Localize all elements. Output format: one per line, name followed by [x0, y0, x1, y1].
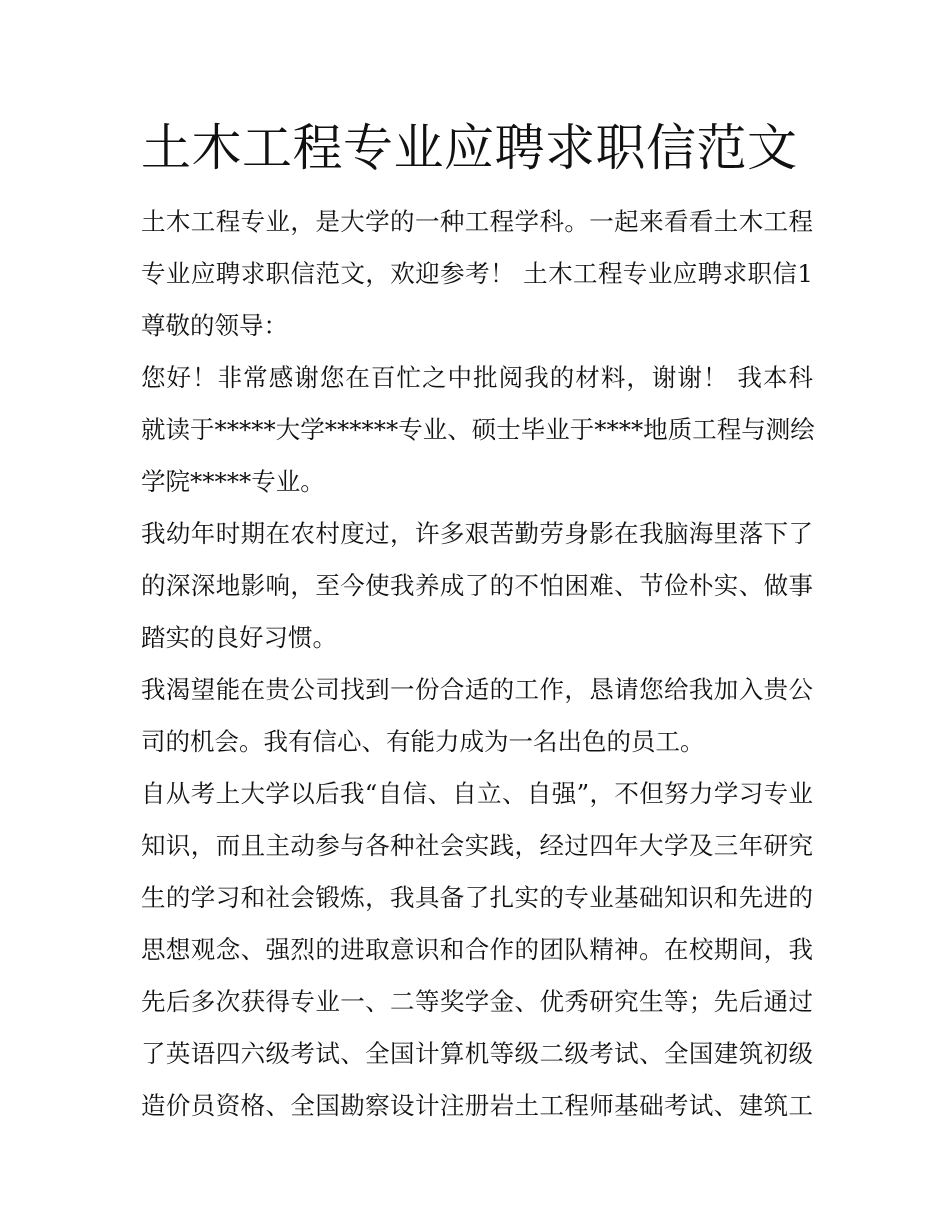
body-line: 就读于*****大学******专业、硕士毕业于****地质工程与测绘 [141, 415, 815, 444]
document-body [141, 196, 813, 1132]
body-line: 我渴望能在贵公司找到一份合适的工作，恳请您给我加入贵公 [141, 675, 813, 704]
document-title: 土木工程专业应聘求职信范文 [141, 119, 798, 177]
body-line: 司的机会。我有信心、有能力成为一名出色的员工。 [141, 727, 705, 756]
body-line: 知识，而且主动参与各种社会实践，经过四年大学及三年研究 [141, 831, 813, 860]
body-line: 思想观念、强烈的进取意识和合作的团队精神。在校期间，我 [141, 935, 813, 964]
body-line: 尊敬的领导： [141, 311, 288, 340]
body-line: 先后多次获得专业一、二等奖学金、优秀研究生等；先后通过 [141, 987, 813, 1016]
body-line: 自从考上大学以后我“自信、自立、自强”，不但努力学习专业 [141, 779, 813, 808]
body-line: 的深深地影响，至今使我养成了的不怕困难、节俭朴实、做事 [141, 571, 813, 600]
body-line: 土木工程专业，是大学的一种工程学科。一起来看看土木工程 [141, 207, 813, 236]
body-line: 您好！非常感谢您在百忙之中批阅我的材料，谢谢！ 我本科 [141, 363, 813, 392]
body-line: 我幼年时期在农村度过，许多艰苦勤劳身影在我脑海里落下了 [141, 519, 813, 548]
body-line: 了英语四六级考试、全国计算机等级二级考试、全国建筑初级 [141, 1039, 813, 1068]
body-line: 专业应聘求职信范文，欢迎参考！ 土木工程专业应聘求职信1 [141, 259, 813, 288]
body-line: 造价员资格、全国勘察设计注册岩土工程师基础考试、建筑工 [141, 1091, 813, 1120]
body-line: 踏实的良好习惯。 [141, 623, 337, 652]
body-line: 学院*****专业。 [141, 467, 325, 496]
body-line: 生的学习和社会锻炼，我具备了扎实的专业基础知识和先进的 [141, 883, 813, 912]
